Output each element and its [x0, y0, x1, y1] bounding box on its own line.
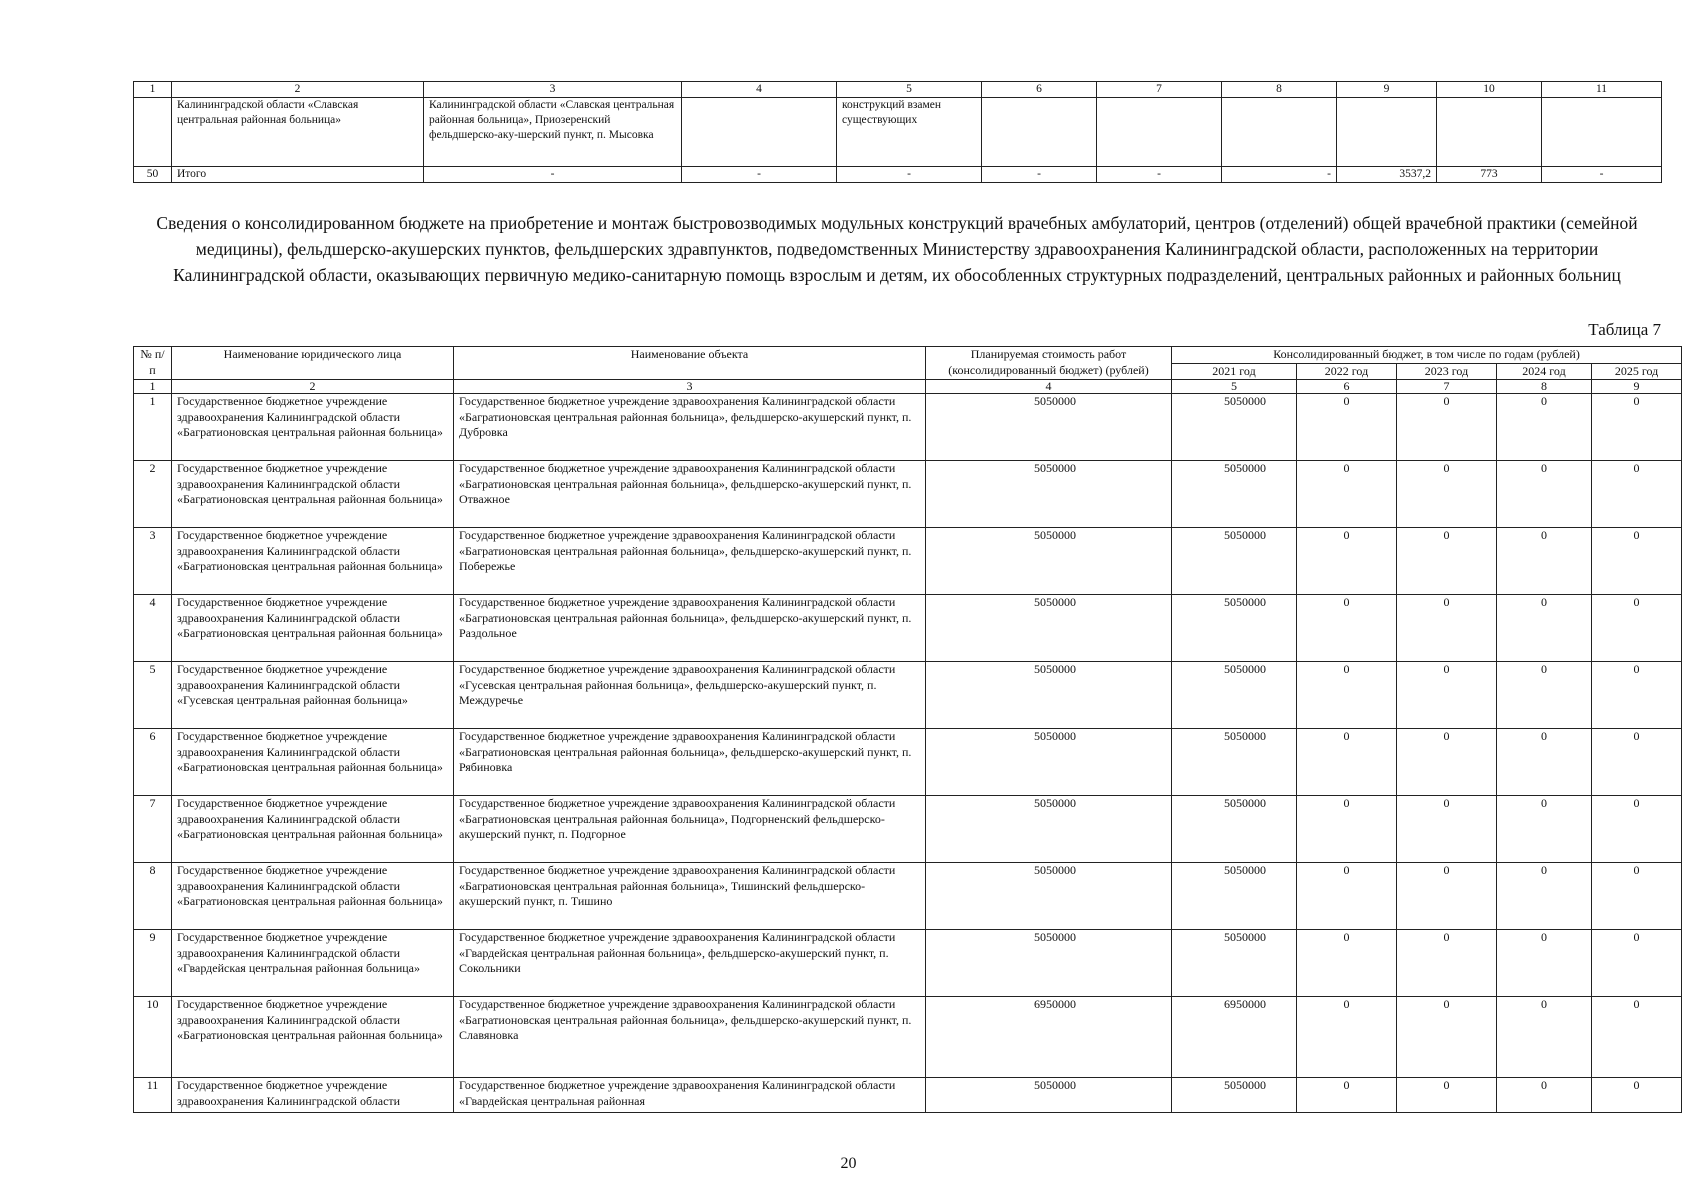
budget-2025-cell: 0 [1592, 1078, 1682, 1113]
object-cell: Государственное бюджетное учреждение здравоохранения Калининградской области «Багратионовская центральная районная больница», Подгорненский фельдшерско-акушерский пункт, п. Подгорное [454, 796, 926, 863]
object-cell: Государственное бюджетное учреждение здравоохранения Калининградской области «Багратионовская центральная районная больница», фельдшерско-акушерский пункт, п. Отважное [454, 461, 926, 528]
total-cell: 3537,2 [1337, 167, 1437, 183]
budget-2023-cell: 0 [1397, 595, 1497, 662]
budget-2025-cell: 0 [1592, 863, 1682, 930]
col-num: 8 [1222, 82, 1337, 98]
header-row [134, 347, 1682, 364]
budget-2022-cell: 0 [1297, 528, 1397, 595]
total-cell: - [682, 167, 837, 183]
budget-2022-cell: 0 [1297, 796, 1397, 863]
object-cell: Государственное бюджетное учреждение здравоохранения Калининградской области «Багратионовская центральная районная больница», Тишинский фельдшерско-акушерский пункт, п. Тишино [454, 863, 926, 930]
row-number: 2 [134, 461, 172, 528]
budget-2021-cell: 5050000 [1172, 662, 1297, 729]
table-row [134, 595, 1682, 662]
budget-2024-cell: 0 [1497, 461, 1592, 528]
budget-2022-cell: 0 [1297, 394, 1397, 461]
budget-2023-cell: 0 [1397, 394, 1497, 461]
table-row [134, 997, 1682, 1078]
object-cell: Государственное бюджетное учреждение здравоохранения Калининградской области «Багратионовская центральная районная больница», фельдшерско-акушерский пункт, п. Дубровка [454, 394, 926, 461]
legal-entity-cell: Государственное бюджетное учреждение здравоохранения Калининградской области «Гусевская центральная районная больница» [172, 662, 454, 729]
planned-cost-cell: 5050000 [926, 796, 1172, 863]
header-planned-cost: Планируемая стоимость работ (консолидированный бюджет) (рублей) [926, 347, 1172, 380]
row-number: 8 [134, 863, 172, 930]
legal-entity-cell: Государственное бюджетное учреждение здравоохранения Калининградской области «Багратионовская центральная районная больница» [172, 394, 454, 461]
object-cell: Государственное бюджетное учреждение здравоохранения Калининградской области «Багратионовская центральная районная больница», фельдшерско-акушерский пункт, п. Рябиновка [454, 729, 926, 796]
row-number: 3 [134, 528, 172, 595]
object-cell: Государственное бюджетное учреждение здравоохранения Калининградской области «Гвардейская центральная районная [454, 1078, 926, 1113]
budget-2024-cell: 0 [1497, 863, 1592, 930]
planned-cost-cell: 5050000 [926, 662, 1172, 729]
budget-2025-cell: 0 [1592, 930, 1682, 997]
legal-entity-cell: Государственное бюджетное учреждение здравоохранения Калининградской области «Багратионовская центральная районная больница» [172, 863, 454, 930]
table-row [134, 394, 1682, 461]
planned-cost-cell: 5050000 [926, 930, 1172, 997]
planned-cost-cell: 5050000 [926, 729, 1172, 796]
budget-2021-cell: 5050000 [1172, 394, 1297, 461]
budget-2025-cell: 0 [1592, 662, 1682, 729]
legal-entity-cell: Государственное бюджетное учреждение здравоохранения Калининградской области «Багратионовская центральная районная больница» [172, 997, 454, 1078]
total-cell: - [424, 167, 682, 183]
total-cell: - [1222, 167, 1337, 183]
budget-2022-cell: 0 [1297, 595, 1397, 662]
total-cell: - [1542, 167, 1662, 183]
legal-entity-cell: Государственное бюджетное учреждение здравоохранения Калининградской области [172, 1078, 454, 1113]
column-number-row [134, 380, 1682, 394]
budget-2024-cell: 0 [1497, 1078, 1592, 1113]
budget-2023-cell: 0 [1397, 662, 1497, 729]
object-cell: Государственное бюджетное учреждение здравоохранения Калининградской области «Багратионовская центральная районная больница», фельдшерско-акушерский пункт, п. Раздольное [454, 595, 926, 662]
row-number: 50 [134, 167, 172, 183]
budget-2021-cell: 5050000 [1172, 461, 1297, 528]
budget-2022-cell: 0 [1297, 930, 1397, 997]
col-num: 9 [1592, 380, 1682, 394]
table-row [134, 98, 1662, 167]
planned-cost-cell: 5050000 [926, 394, 1172, 461]
col-num: 9 [1337, 82, 1437, 98]
col-num: 8 [1497, 380, 1592, 394]
budget-2022-cell: 0 [1297, 461, 1397, 528]
total-cell: - [837, 167, 982, 183]
header-legal-entity: Наименование юридического лица [172, 347, 454, 380]
header-consolidated: Консолидированный бюджет, в том числе по годам (рублей) [1172, 347, 1682, 364]
page-number: 20 [840, 1155, 857, 1172]
row-number: 6 [134, 729, 172, 796]
table-row [134, 796, 1682, 863]
work-type-cell: конструкций взамен существующих [837, 98, 982, 167]
total-cell: 773 [1437, 167, 1542, 183]
table-row [134, 863, 1682, 930]
col-num: 4 [682, 82, 837, 98]
row-number: 9 [134, 930, 172, 997]
row-number: 5 [134, 662, 172, 729]
table-row [134, 930, 1682, 997]
budget-2025-cell: 0 [1592, 595, 1682, 662]
budget-2021-cell: 5050000 [1172, 863, 1297, 930]
budget-2024-cell: 0 [1497, 662, 1592, 729]
budget-2024-cell: 0 [1497, 729, 1592, 796]
header-2024: 2024 год [1497, 363, 1592, 380]
document-title: Сведения о консолидированном бюджете на приобретение и монтаж быстровозводимых модульных конструкций врачебных амбулаторий, центров (отделений) общей врачебной практики (семейной медицины), фельдшерско-акушерских пунктов, фельдшерских здравпунктов, подведомственных Министерству здравоохранения Калининградской области, расположенных на территории Калининградской области, оказывающих первичную медико-санитарную помощь взрослым и детям, их обособленных структурных подразделений, центральных районных и районных больниц [156, 213, 1638, 285]
total-cell: - [982, 167, 1097, 183]
table-row [134, 528, 1682, 595]
budget-2021-cell: 5050000 [1172, 796, 1297, 863]
object-cell: Государственное бюджетное учреждение здравоохранения Калининградской области «Багратионовская центральная районная больница», фельдшерско-акушерский пункт, п. Славяновка [454, 997, 926, 1078]
object-cell: Государственное бюджетное учреждение здравоохранения Калининградской области «Гусевская центральная районная больница», фельдшерско-акушерский пункт, п. Междуречье [454, 662, 926, 729]
budget-2022-cell: 0 [1297, 997, 1397, 1078]
budget-2021-cell: 5050000 [1172, 1078, 1297, 1113]
budget-2021-cell: 5050000 [1172, 595, 1297, 662]
planned-cost-cell: 5050000 [926, 461, 1172, 528]
budget-2025-cell: 0 [1592, 461, 1682, 528]
header-2021: 2021 год [1172, 363, 1297, 380]
legal-entity-cell: Калининградской области «Славская центральная районная больница» [172, 98, 424, 167]
budget-2025-cell: 0 [1592, 394, 1682, 461]
col-num: 2 [172, 82, 424, 98]
col-num: 7 [1097, 82, 1222, 98]
budget-2021-cell: 5050000 [1172, 528, 1297, 595]
budget-2024-cell: 0 [1497, 394, 1592, 461]
table-label: Таблица 7 [1588, 320, 1661, 339]
total-row [134, 167, 1662, 183]
col-num: 5 [1172, 380, 1297, 394]
table-row [134, 461, 1682, 528]
row-number: 7 [134, 796, 172, 863]
continuation-table [133, 81, 1662, 183]
object-cell: Калининградской области «Славская центральная районная больница», Приозеренский фельдшерско-аку-шерский пункт, п. Мысовка [424, 98, 682, 167]
row-number: 11 [134, 1078, 172, 1113]
col-num: 2 [172, 380, 454, 394]
legal-entity-cell: Государственное бюджетное учреждение здравоохранения Калининградской области «Гвардейская центральная районная больница» [172, 930, 454, 997]
col-num: 1 [134, 380, 172, 394]
budget-2024-cell: 0 [1497, 528, 1592, 595]
col-num: 1 [134, 82, 172, 98]
budget-2023-cell: 0 [1397, 930, 1497, 997]
legal-entity-cell: Государственное бюджетное учреждение здравоохранения Калининградской области «Багратионовская центральная районная больница» [172, 595, 454, 662]
legal-entity-cell: Государственное бюджетное учреждение здравоохранения Калининградской области «Багратионовская центральная районная больница» [172, 729, 454, 796]
table-row [134, 1078, 1682, 1113]
legal-entity-cell: Государственное бюджетное учреждение здравоохранения Калининградской области «Багратионовская центральная районная больница» [172, 796, 454, 863]
budget-2022-cell: 0 [1297, 729, 1397, 796]
budget-2024-cell: 0 [1497, 796, 1592, 863]
budget-2021-cell: 5050000 [1172, 930, 1297, 997]
row-number: 10 [134, 997, 172, 1078]
col-num: 11 [1542, 82, 1662, 98]
col-num: 3 [454, 380, 926, 394]
planned-cost-cell: 6950000 [926, 997, 1172, 1078]
row-number: 4 [134, 595, 172, 662]
budget-2024-cell: 0 [1497, 997, 1592, 1078]
header-object: Наименование объекта [454, 347, 926, 380]
col-num: 6 [982, 82, 1097, 98]
column-number-row [134, 82, 1662, 98]
col-num: 3 [424, 82, 682, 98]
planned-cost-cell: 5050000 [926, 1078, 1172, 1113]
table-row [134, 662, 1682, 729]
object-cell: Государственное бюджетное учреждение здравоохранения Калининградской области «Гвардейская центральная районная больница», фельдшерско-акушерский пункт, п. Сокольники [454, 930, 926, 997]
budget-2021-cell: 5050000 [1172, 729, 1297, 796]
budget-2023-cell: 0 [1397, 1078, 1497, 1113]
budget-table [133, 346, 1682, 1113]
col-num: 6 [1297, 380, 1397, 394]
budget-2022-cell: 0 [1297, 863, 1397, 930]
planned-cost-cell: 5050000 [926, 528, 1172, 595]
col-num: 7 [1397, 380, 1497, 394]
budget-2021-cell: 6950000 [1172, 997, 1297, 1078]
total-label: Итого [172, 167, 424, 183]
budget-2025-cell: 0 [1592, 528, 1682, 595]
legal-entity-cell: Государственное бюджетное учреждение здравоохранения Калининградской области «Багратионовская центральная районная больница» [172, 461, 454, 528]
header-2025: 2025 год [1592, 363, 1682, 380]
budget-2022-cell: 0 [1297, 1078, 1397, 1113]
budget-2025-cell: 0 [1592, 997, 1682, 1078]
budget-2025-cell: 0 [1592, 796, 1682, 863]
col-num: 10 [1437, 82, 1542, 98]
budget-2023-cell: 0 [1397, 863, 1497, 930]
budget-2023-cell: 0 [1397, 528, 1497, 595]
budget-2024-cell: 0 [1497, 595, 1592, 662]
budget-2025-cell: 0 [1592, 729, 1682, 796]
planned-cost-cell: 5050000 [926, 595, 1172, 662]
budget-2023-cell: 0 [1397, 461, 1497, 528]
header-2023: 2023 год [1397, 363, 1497, 380]
header-2022: 2022 год [1297, 363, 1397, 380]
table-row [134, 729, 1682, 796]
legal-entity-cell: Государственное бюджетное учреждение здравоохранения Калининградской области «Багратионовская центральная районная больница» [172, 528, 454, 595]
object-cell: Государственное бюджетное учреждение здравоохранения Калининградской области «Багратионовская центральная районная больница», фельдшерско-акушерский пункт, п. Побережье [454, 528, 926, 595]
budget-2023-cell: 0 [1397, 997, 1497, 1078]
header-num: № п/п [134, 347, 172, 380]
budget-2024-cell: 0 [1497, 930, 1592, 997]
budget-2023-cell: 0 [1397, 729, 1497, 796]
row-number: 1 [134, 394, 172, 461]
budget-2023-cell: 0 [1397, 796, 1497, 863]
planned-cost-cell: 5050000 [926, 863, 1172, 930]
budget-2022-cell: 0 [1297, 662, 1397, 729]
col-num: 4 [926, 380, 1172, 394]
col-num: 5 [837, 82, 982, 98]
total-cell: - [1097, 167, 1222, 183]
